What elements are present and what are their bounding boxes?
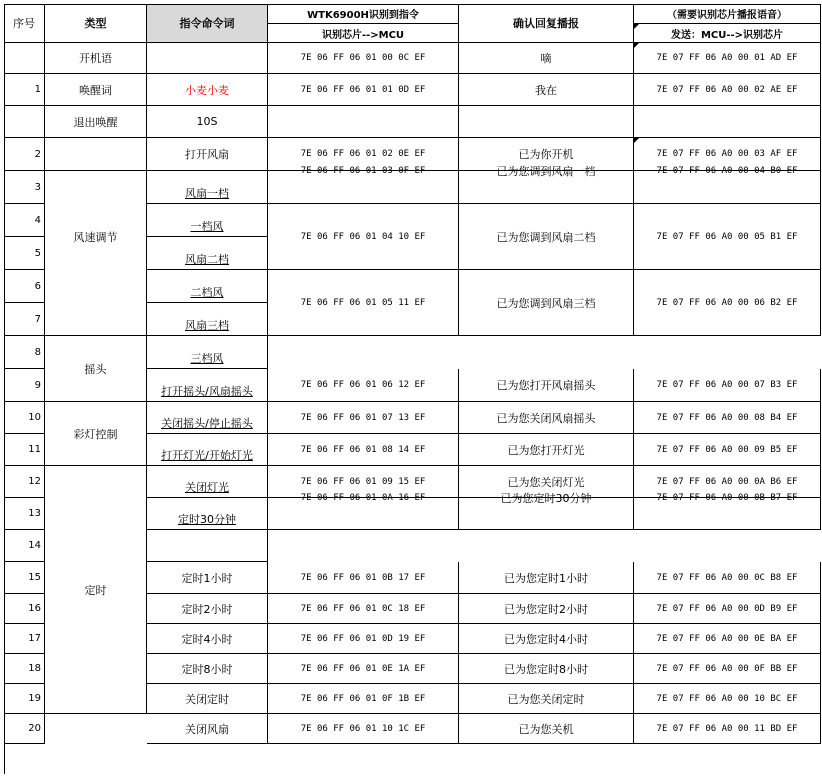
row-recognize-hex: 7E 06 FF 06 01 09 15 EF (268, 466, 459, 498)
row-command: 定时1小时 (147, 562, 268, 594)
row-send-hex: 7E 07 FF 06 A0 00 02 AE EF (634, 74, 821, 106)
row-number: 6 (4, 270, 45, 303)
header-recognize-title: WTK6900H识别到指令 (268, 4, 459, 24)
row-recognize-hex: 7E 06 FF 06 01 0C 18 EF (268, 594, 459, 624)
row-number: 7 (4, 303, 45, 336)
row-number: 20 (4, 714, 45, 744)
row-number: 2 (4, 138, 45, 171)
row-type: 唤醒词 (45, 74, 147, 106)
row-reply: 已为您定时2小时 (459, 594, 634, 624)
row-number: 14 (4, 530, 45, 562)
row-type: 风速调节 (45, 138, 147, 336)
header-type: 类型 (45, 4, 147, 43)
header-no: 序号 (4, 4, 45, 43)
row-recognize-hex: 7E 06 FF 06 01 03 0F EF (268, 138, 459, 204)
row-command: 关闭定时 (147, 684, 268, 714)
row-send-hex: 7E 07 FF 06 A0 00 0E BA EF (634, 624, 821, 654)
row-number: 17 (4, 624, 45, 654)
row-send-hex: 7E 07 FF 06 A0 00 0B B7 EF (634, 466, 821, 530)
row-command (147, 43, 268, 74)
row-recognize-hex: 7E 06 FF 06 01 00 0C EF (268, 43, 459, 74)
row-number: 5 (4, 237, 45, 270)
row-send-hex: 7E 07 FF 06 A0 00 09 B5 EF (634, 434, 821, 466)
row-send-hex: 7E 07 FF 06 A0 00 10 BC EF (634, 684, 821, 714)
row-reply: 已为您关闭风扇摇头 (459, 402, 634, 434)
row-send-hex (634, 106, 821, 138)
row-command: 打开风扇 (147, 138, 268, 171)
row-number: 18 (4, 654, 45, 684)
row-reply: 已为您调到风扇一档 (459, 138, 634, 204)
row-recognize-hex: 7E 06 FF 06 01 0F 1B EF (268, 684, 459, 714)
row-reply: 已为您定时8小时 (459, 654, 634, 684)
row-recognize-hex: 7E 06 FF 06 01 04 10 EF (268, 204, 459, 270)
row-number: 19 (4, 684, 45, 714)
row-number: 13 (4, 498, 45, 530)
row-recognize-hex (268, 106, 459, 138)
row-command: 小麦小麦 (147, 74, 268, 106)
row-command: 三档风 (147, 336, 268, 369)
row-reply: 已为您定时30分钟 (459, 466, 634, 530)
row-command: 二档风 (147, 270, 268, 303)
header-recognize-sub: 识别芯片-->MCU (268, 24, 459, 43)
row-reply: 已为您关闭灯光 (459, 466, 634, 498)
row-number: 9 (4, 369, 45, 402)
row-send-hex: 7E 07 FF 06 A0 00 11 BD EF (634, 714, 821, 744)
row-type: 彩灯控制 (45, 402, 147, 466)
row-command: 10S (147, 106, 268, 138)
row-send-hex: 7E 07 FF 06 A0 00 08 B4 EF (634, 402, 821, 434)
row-recognize-hex: 7E 06 FF 06 01 06 12 EF (268, 369, 459, 402)
row-reply: 已为您关机 (459, 714, 634, 744)
row-number: 16 (4, 594, 45, 624)
row-command: 定时8小时 (147, 654, 268, 684)
row-send-hex: 7E 07 FF 06 A0 00 0F BB EF (634, 654, 821, 684)
row-command: 关闭灯光 (147, 466, 268, 498)
row-command: 定时4小时 (147, 624, 268, 654)
row-send-hex: 7E 07 FF 06 A0 00 0D B9 EF (634, 594, 821, 624)
row-reply: 已为您打开风扇摇头 (459, 369, 634, 402)
row-reply: 嘀 (459, 43, 634, 74)
row-number: 10 (4, 402, 45, 434)
row-command: 关闭摇头/停止摇头 (147, 402, 268, 434)
row-recognize-hex: 7E 06 FF 06 01 0A 16 EF (268, 466, 459, 530)
row-type: 开机语 (45, 43, 147, 74)
row-number (4, 106, 45, 138)
row-command: 关闭风扇 (147, 714, 268, 744)
row-recognize-hex: 7E 06 FF 06 01 0D 19 EF (268, 624, 459, 654)
row-send-hex: 7E 07 FF 06 A0 00 07 B3 EF (634, 369, 821, 402)
row-type: 摇头 (45, 336, 147, 402)
row-number: 11 (4, 434, 45, 466)
header-reply: 确认回复播报 (459, 4, 634, 43)
row-reply: 已为您调到风扇二档 (459, 204, 634, 270)
row-command: 打开摇头/风扇摇头 (147, 369, 268, 402)
row-number: 4 (4, 204, 45, 237)
row-command: 风扇二档 (147, 237, 268, 270)
row-send-hex: 7E 07 FF 06 A0 00 01 AD EF (634, 43, 821, 74)
row-command (147, 530, 268, 562)
row-number: 1 (4, 74, 45, 106)
row-send-hex: 7E 07 FF 06 A0 00 0A B6 EF (634, 466, 821, 498)
row-command: 风扇三档 (147, 303, 268, 336)
row-send-hex: 7E 07 FF 06 A0 00 03 AF EF (634, 138, 821, 171)
row-number: 15 (4, 562, 45, 594)
row-type: 退出唤醒 (45, 106, 147, 138)
row-command: 定时2小时 (147, 594, 268, 624)
row-reply: 已为您打开灯光 (459, 434, 634, 466)
row-recognize-hex: 7E 06 FF 06 01 10 1C EF (268, 714, 459, 744)
row-reply: 已为您关闭定时 (459, 684, 634, 714)
row-command: 风扇一档 (147, 171, 268, 204)
row-type: 定时 (45, 466, 147, 714)
row-reply: 已为您调到风扇三档 (459, 270, 634, 336)
row-number (4, 43, 45, 74)
row-reply: 已为您定时4小时 (459, 624, 634, 654)
row-send-hex: 7E 07 FF 06 A0 00 05 B1 EF (634, 204, 821, 270)
row-recognize-hex: 7E 06 FF 06 01 07 13 EF (268, 402, 459, 434)
row-number: 12 (4, 466, 45, 498)
header-command: 指令命令词 (147, 4, 268, 43)
row-reply: 已为您定时1小时 (459, 562, 634, 594)
row-send-hex: 7E 07 FF 06 A0 00 0C B8 EF (634, 562, 821, 594)
row-command: 打开灯光/开始灯光 (147, 434, 268, 466)
row-reply (459, 106, 634, 138)
row-reply: 我在 (459, 74, 634, 106)
header-send-sub: 发送：MCU-->识别芯片 (634, 24, 821, 43)
row-send-hex: 7E 07 FF 06 A0 00 04 B0 EF (634, 138, 821, 204)
row-recognize-hex: 7E 06 FF 06 01 01 0D EF (268, 74, 459, 106)
row-number: 3 (4, 171, 45, 204)
row-command: 定时30分钟 (147, 498, 268, 530)
row-recognize-hex: 7E 06 FF 06 01 08 14 EF (268, 434, 459, 466)
row-number: 8 (4, 336, 45, 369)
row-recognize-hex: 7E 06 FF 06 01 0B 17 EF (268, 562, 459, 594)
row-reply: 已为你开机 (459, 138, 634, 171)
row-recognize-hex: 7E 06 FF 06 01 02 0E EF (268, 138, 459, 171)
row-recognize-hex: 7E 06 FF 06 01 05 11 EF (268, 270, 459, 336)
row-command: 一档风 (147, 204, 268, 237)
row-send-hex: 7E 07 FF 06 A0 00 06 B2 EF (634, 270, 821, 336)
header-send-title: （需要识别芯片播报语音） (634, 4, 821, 24)
row-recognize-hex: 7E 06 FF 06 01 0E 1A EF (268, 654, 459, 684)
